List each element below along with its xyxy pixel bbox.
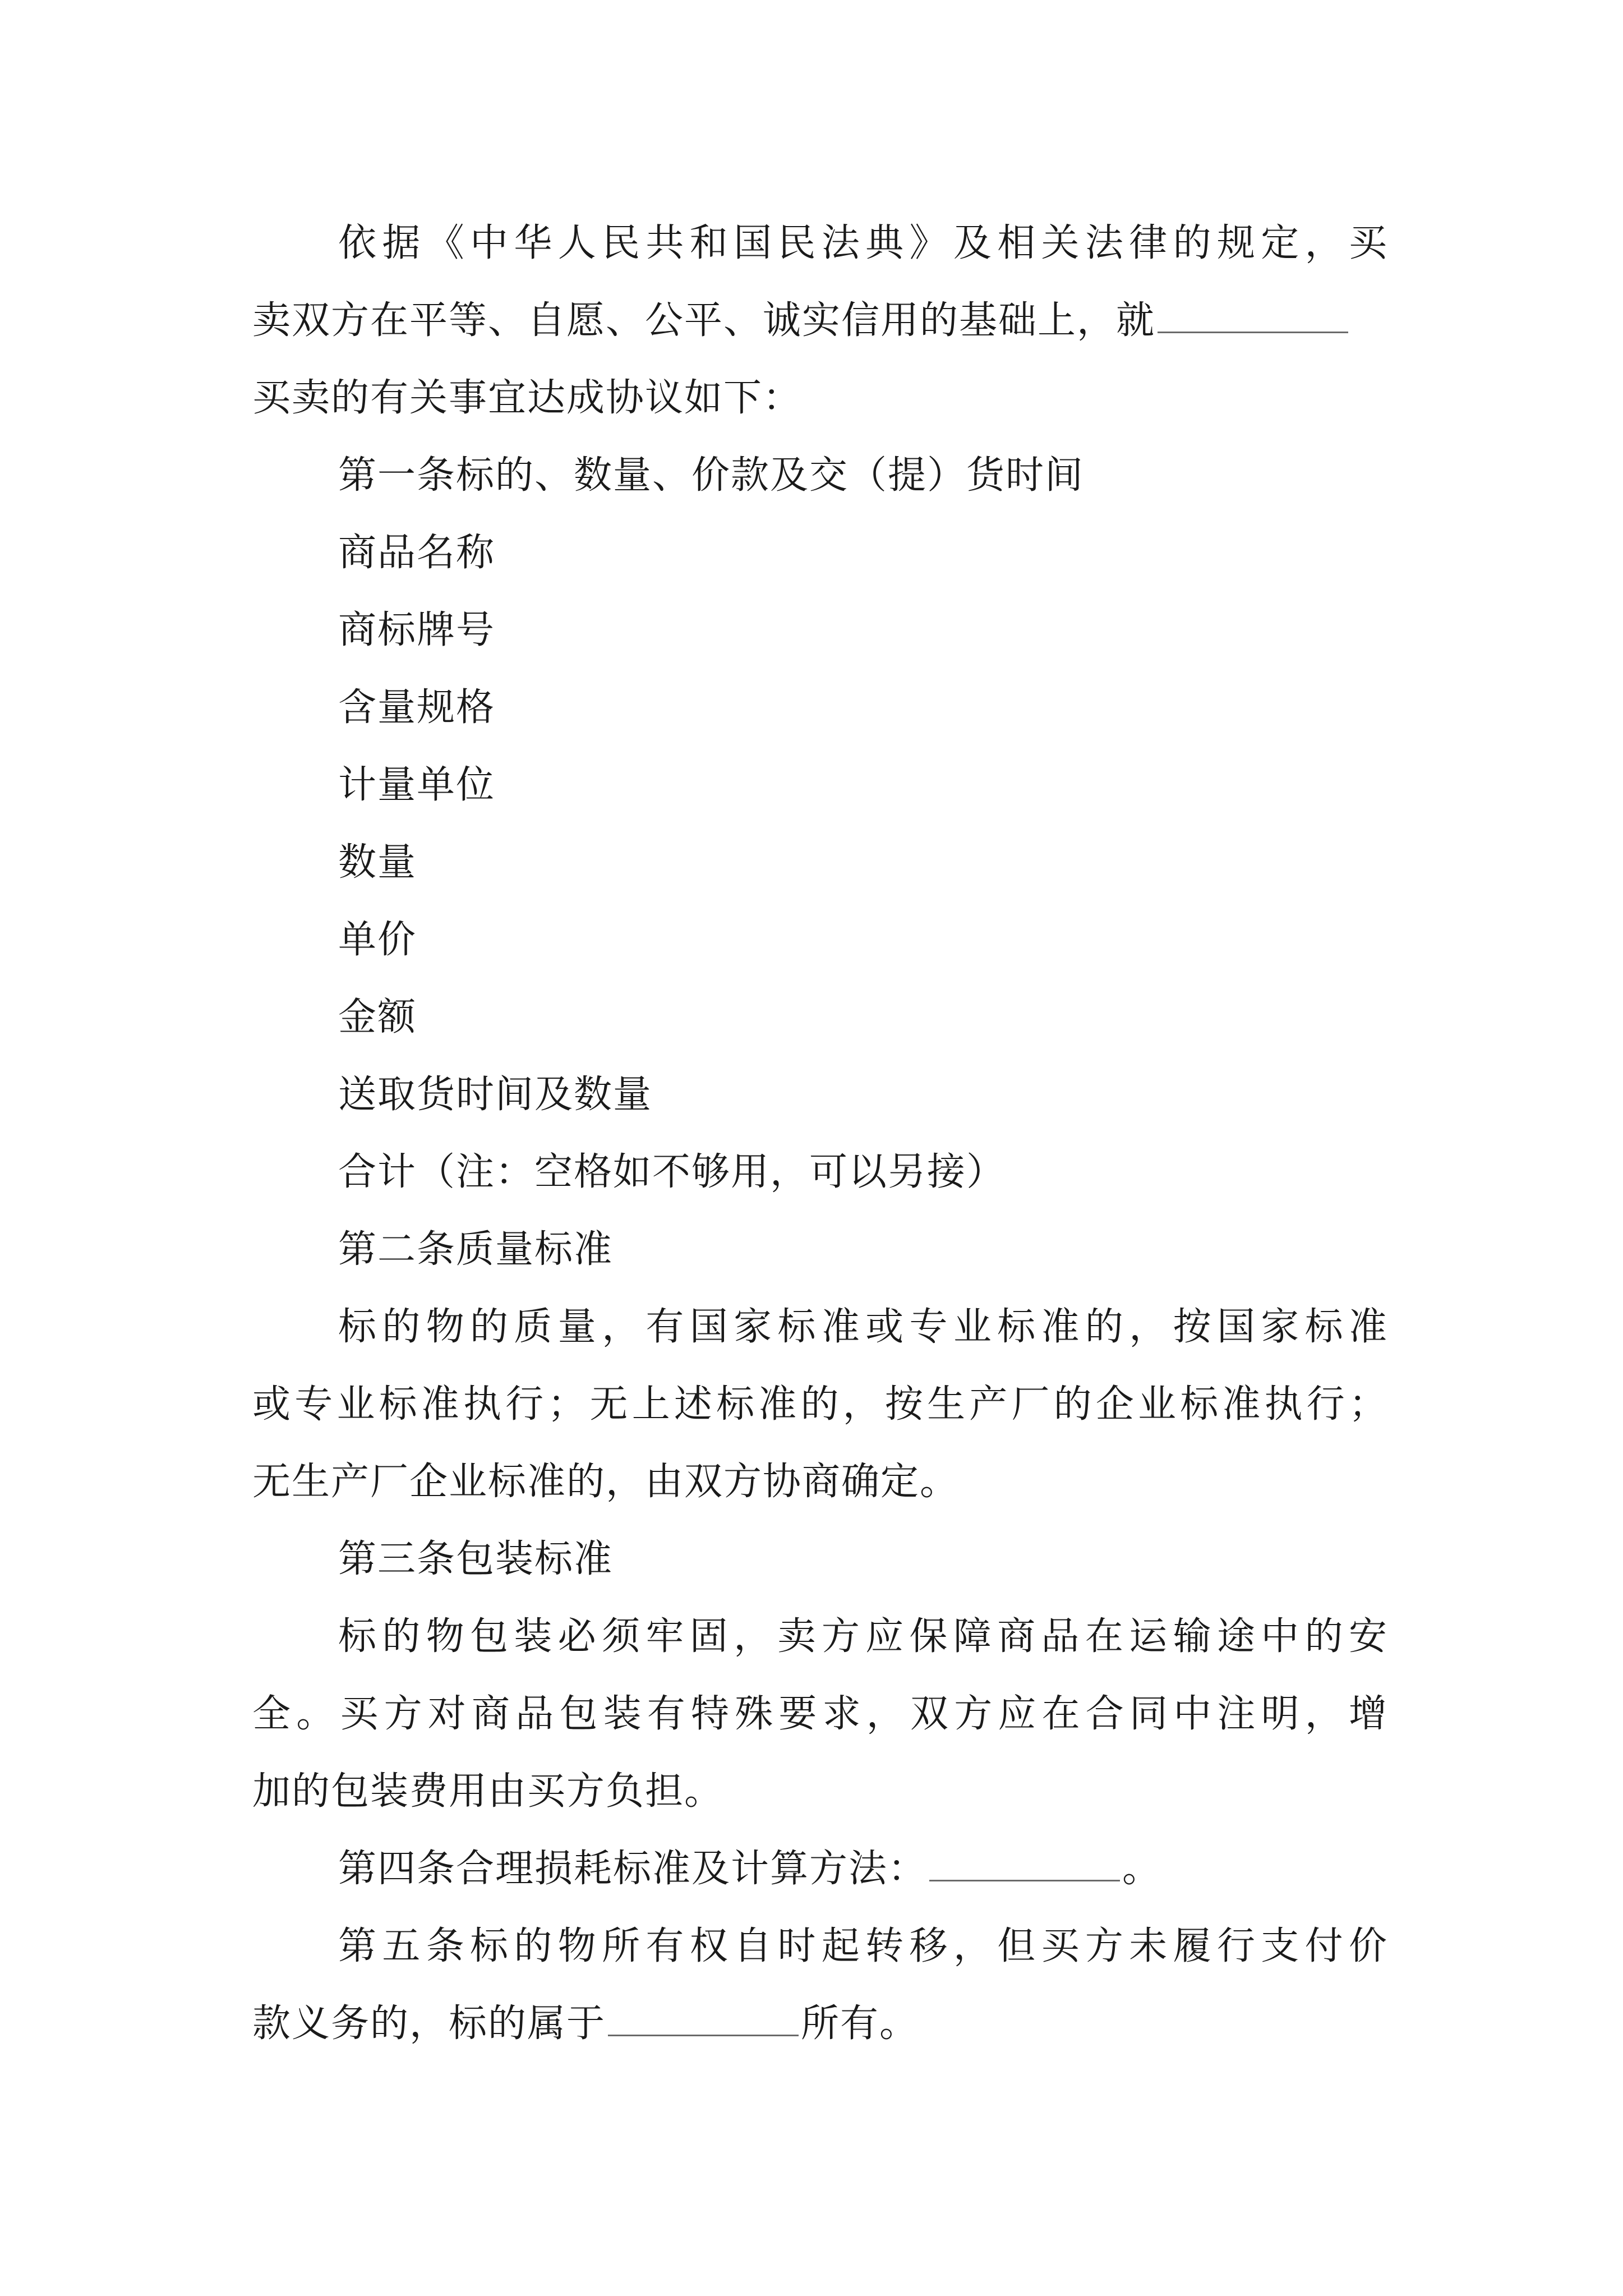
- preamble-line-3: 买卖的有关事宜达成协议如下：: [252, 376, 803, 420]
- loss-standard-blank: [929, 1846, 1120, 1881]
- article3-line-3: 加的包装费用由买方负担。: [252, 1769, 724, 1814]
- field-unit-price: 单价: [338, 918, 417, 962]
- field-product-name: 商品名称: [338, 531, 496, 575]
- preamble-line-2: [252, 282, 1388, 360]
- field-delivery-time: 送取货时间及数量: [338, 1073, 653, 1117]
- article4-end: 。: [1122, 1847, 1162, 1891]
- field-total: 合计（注：空格如不够用，可以另接）: [338, 1150, 1006, 1194]
- article2-title: 第二条质量标准: [338, 1227, 614, 1272]
- article4-text: 第四条合理损耗标准及计算方法：: [338, 1847, 928, 1891]
- field-spec: 含量规格: [338, 685, 496, 730]
- preamble-line-1: 依据《中华人民共和国民法典》及相关法律的规定，买: [338, 221, 1388, 265]
- field-amount: 金额: [338, 995, 417, 1039]
- article3-line-1: 标的物包装必须牢固，卖方应保障商品在运输途中的安: [338, 1614, 1388, 1659]
- article2-line-1: 标的物的质量，有国家标准或专业标准的，按国家标准: [338, 1305, 1388, 1349]
- document-body: [252, 205, 1388, 2063]
- article5-line-2-text: 款义务的，标的属于: [252, 2001, 606, 2046]
- field-brand: 商标牌号: [338, 608, 496, 652]
- preamble-line-2-text: 卖双方在平等、自愿、公平、诚实信用的基础上，就: [252, 298, 1156, 343]
- article2-line-3: 无生产厂企业标准的，由双方协商确定。: [252, 1460, 960, 1504]
- article2-paragraph: [252, 1289, 1388, 1521]
- field-quantity: 数量: [338, 840, 417, 885]
- owner-blank: [608, 2001, 799, 2036]
- article5-line-1: 第五条标的物所有权自时起转移，但买方未履行支付价: [338, 1924, 1388, 1968]
- article5-line-2-end: 所有。: [801, 2001, 919, 2046]
- article5-paragraph: [252, 1908, 1388, 2063]
- article3-title: 第三条包装标准: [338, 1537, 614, 1581]
- field-unit: 计量单位: [338, 763, 496, 807]
- article1-title: 第一条标的、数量、价款及交（提）货时间: [338, 453, 1085, 498]
- article2-line-2: 或专业标准执行；无上述标准的，按生产厂的企业标准执行；: [252, 1382, 1388, 1427]
- article3-line-2: 全。买方对商品包装有特殊要求，双方应在合同中注明，增: [252, 1692, 1388, 1736]
- article5-line-2: [252, 1985, 1388, 2063]
- article4: [252, 1830, 1388, 1908]
- subject-blank: [1158, 298, 1348, 333]
- preamble-paragraph: [252, 205, 1388, 437]
- article3-paragraph: [252, 1598, 1388, 1830]
